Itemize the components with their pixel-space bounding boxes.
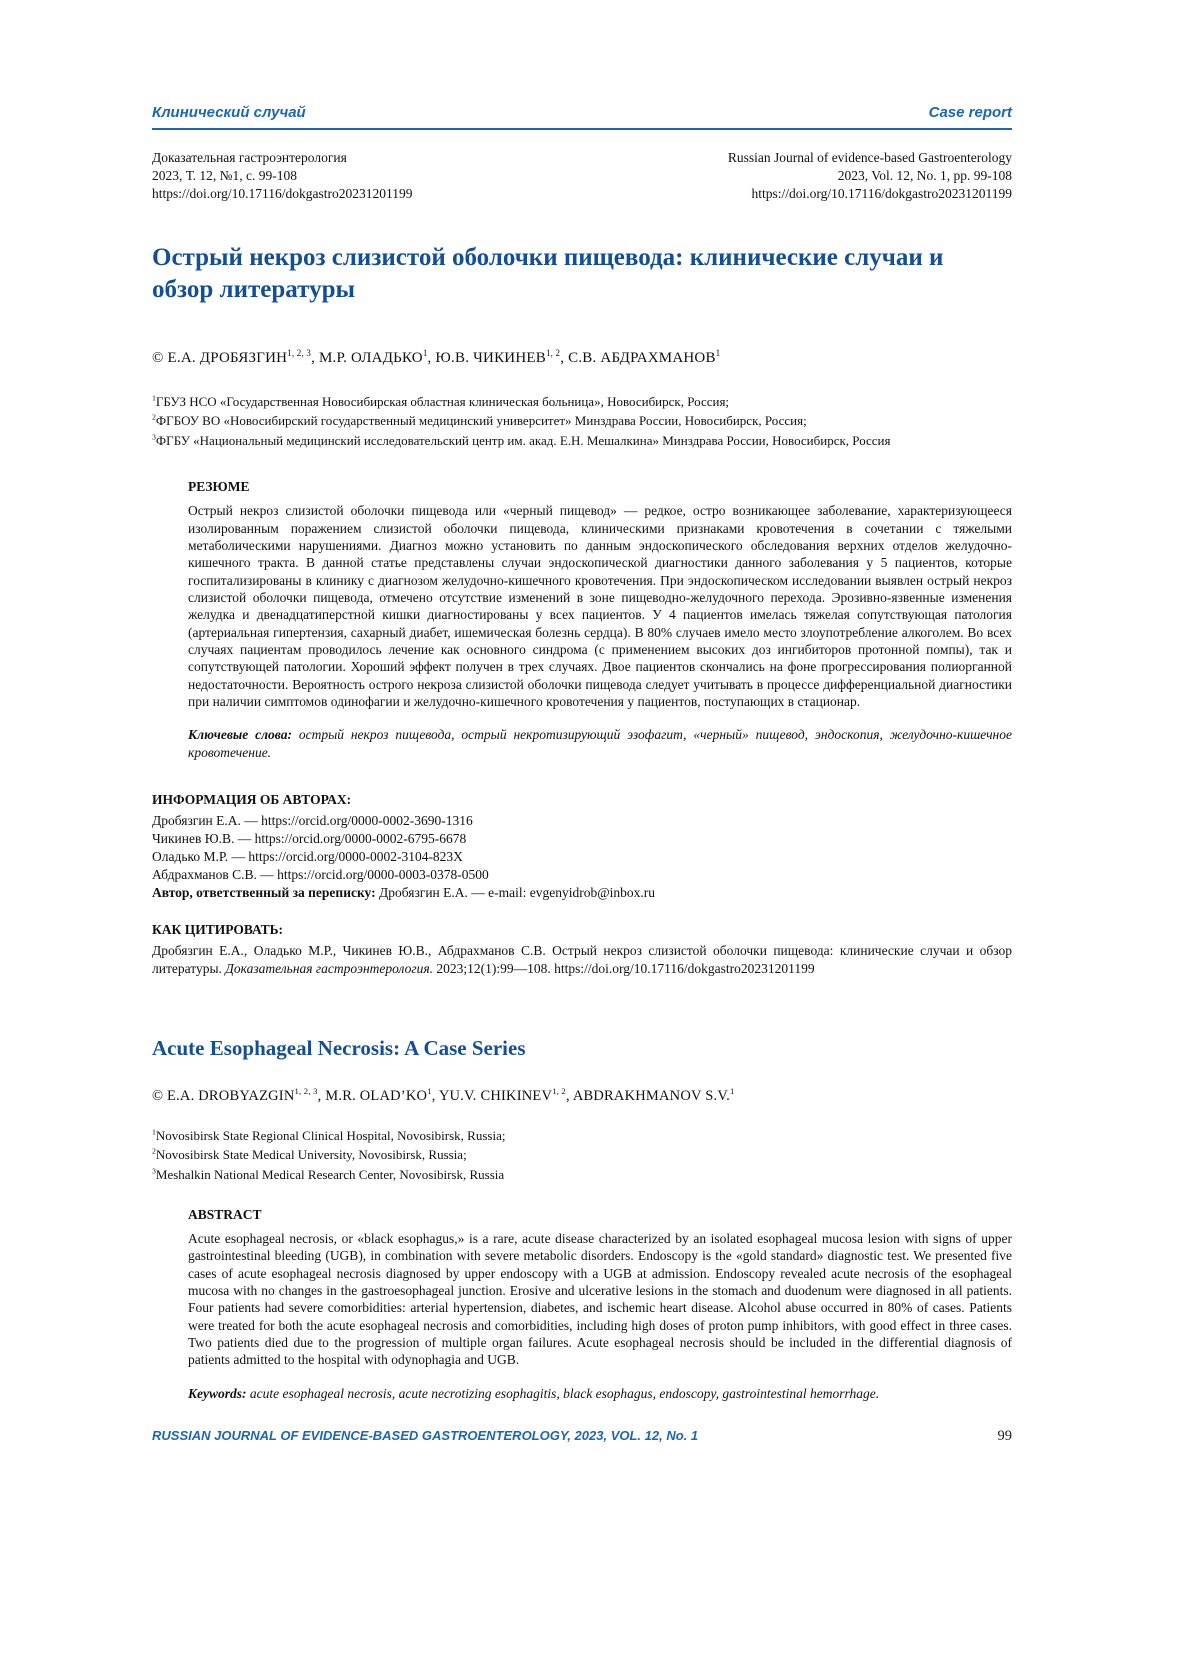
abstract-en-section [152, 1207, 1012, 1402]
keywords-ru-label: Ключевые слова: [188, 727, 292, 743]
affiliation-text: Novosibirsk State Medical University, Novosibirsk, Russia; [155, 1147, 467, 1163]
author-affiliation-marks: 1 [422, 347, 428, 358]
abstract-en-text: Acute esophageal necrosis, or «black esophagus,» is a rare, acute disease characterized by an isolated esophageal mucosa lesion with signs of upper gastrointestinal bleeding (UGB), in combination with severe metabolic disorders. Endoscopy is the «gold standard» diagnostic test. We presented five cases of acute esophageal necrosis diagnosed by upper endoscopy with a UGB at admission. Endoscopy revealed acute necrosis of the esophageal mucosa with no changes in the gastroesophageal junction. Erosive and ulcerative lesions in the stomach and duodenum were diagnosed in all patients. Four patients had severe comorbidities: arterial hypertension, diabetes, and ischemic heart disease. Alcohol abuse occurred in 80% of cases. Patients were treated for both the acute esophageal necrosis and comorbidities, including high doses of proton pump inhibitors, with good effect in three cases. Two patients died due to the progression of multiple organ failures. Acute esophageal necrosis should be included in the differential diagnosis of patients admitted to the hospital with odynophagia and UGB. [188, 1231, 1012, 1368]
affiliation-number: 3 [152, 1166, 156, 1176]
author-name: © Е.А. ДРОБЯЗГИН [152, 349, 288, 366]
affiliation-number: 3 [152, 432, 156, 442]
author-affiliation-marks: 1 [715, 347, 721, 358]
affiliation-text: Novosibirsk State Regional Clinical Hospital, Novosibirsk, Russia; [155, 1127, 506, 1143]
author-info-section [152, 791, 1012, 902]
author-info-heading: ИНФОРМАЦИЯ ОБ АВТОРАХ: [152, 791, 352, 807]
article-title-en: Acute Esophageal Necrosis: A Case Series [152, 1036, 526, 1061]
page-footer [152, 1428, 1012, 1445]
corresponding-author-label: Автор, ответственный за переписку: [152, 884, 376, 900]
journal-issue-en: 2023, Vol. 12, No. 1, pp. 99-108 [837, 167, 1012, 183]
affiliations-en [152, 1126, 1012, 1185]
journal-issue-ru: 2023, Т. 12, №1, с. 99-108 [152, 167, 298, 183]
affiliation-text: ГБУЗ НСО «Государственная Новосибирская областная клиническая больница», Новосибирск, Россия; [155, 393, 730, 409]
affiliation-text: ФГБОУ ВО «Новосибирский государственный медицинский университет» Минздрава России, Новосибирск, Россия; [155, 413, 807, 429]
keywords-en-text: acute esophageal necrosis, acute necrotizing esophagitis, black esophagus, endoscopy, gastrointestinal hemorrhage. [246, 1385, 880, 1401]
affiliation [152, 431, 1012, 451]
affiliations-ru [152, 392, 1012, 451]
header-rule [152, 128, 1012, 130]
affiliation [152, 1165, 1012, 1185]
affiliation [152, 392, 1012, 412]
author-name: , YU.V. CHIKINEV [431, 1087, 553, 1104]
authors-en [152, 1085, 1012, 1105]
keywords-ru [188, 726, 1012, 761]
abstract-ru-heading: РЕЗЮМЕ [188, 479, 250, 495]
citation-journal-name: Доказательная гастроэнтерология. [225, 961, 434, 977]
corresponding-author [152, 884, 1012, 902]
keywords-en [188, 1385, 1012, 1403]
orcid-line: Дробязгин Е.А. — https://orcid.org/0000-0002-3690-1316 [152, 812, 473, 828]
affiliation [152, 411, 1012, 431]
author-name: , M.R. OLAD’KO [317, 1087, 428, 1104]
keywords-ru-text: острый некроз пищевода, острый некротизирующий эзофагит, «черный» пищевод, эндоскопия, желудочно-кишечное кровотечение. [188, 727, 1012, 761]
orcid-line: Оладько М.Р. — https://orcid.org/0000-0002-3104-823X [152, 848, 463, 864]
journal-info-ru [152, 149, 413, 203]
running-head-en: Case report [928, 104, 1012, 121]
abstract-ru-section [152, 479, 1012, 761]
journal-doi-en: https://doi.org/10.17116/dokgastro20231201199 [751, 185, 1012, 201]
abstract-ru-text: Острый некроз слизистой оболочки пищевода или «черный пищевод» — редкое, остро возникающее заболевание, характеризующееся изолированным поражением слизистой оболочки пищевода, клиническими признаками кровотечения в сочетании с тяжелыми метаболическими нарушениями. Диагноз можно установить по данным эндоскопического обследования верхних отделов желудочно-кишечного тракта. В данной статье представлены случаи эндоскопической диагностики данного заболевания у 5 пациентов, которые госпитализированы в клинику с диагнозом желудочно-кишечного кровотечения. При эндоскопическом исследовании выявлен острый некроз слизистой оболочки пищевода, отмечено отсутствие изменений в зоне пищеводно-желудочного перехода. Эрозивно-язвенные изменения желудка и двенадцатиперстной кишки диагностированы у всех пациентов. У 4 пациентов имелась тяжелая сопутствующая патология (артериальная гипертензия, сахарный диабет, ишемическая болезнь сердца). В 80% случаев имело место злоупотребление алкоголем. Во всех случаях пациентам проводилось лечение как основного синдрома (с применением высоких доз ингибиторов протонной помпы), так и сопутствующей патологии. Хороший эффект получен в трех случаях. Двое пациентов скончались на фоне прогрессирования полиорганной недостаточности. Вероятность острого некроза слизистой оболочки пищевода следует учитывать в процессе дифференциальной диагностики при наличии симптомов одинофагии и желудочно-кишечного кровотечения у пациентов, поступающих в стационар. [188, 503, 1012, 710]
author-affiliation-marks: 1, 2 [545, 347, 561, 358]
affiliation-text: ФГБУ «Национальный медицинский исследовательский центр им. акад. Е.Н. Мешалкина» Минздрава России, Новосибирск, Россия [155, 432, 891, 448]
affiliation-number: 1 [152, 1127, 156, 1137]
author-name: , Ю.В. ЧИКИНЕВ [427, 349, 546, 366]
author-name: , М.Р. ОЛАДЬКО [311, 349, 423, 366]
journal-doi-ru: https://doi.org/10.17116/dokgastro20231201199 [152, 185, 413, 201]
journal-info [152, 149, 1012, 203]
journal-name-en: Russian Journal of evidence-based Gastroenterology [727, 150, 1012, 165]
citation-issue-doi: 2023;12(1):99—108. https://doi.org/10.17116/dokgastro20231201199 [433, 961, 815, 977]
author-affiliation-marks: 1, 2, 3 [294, 1085, 318, 1096]
orcid-line: Абдрахманов С.В. — https://orcid.org/0000-0003-0378-0500 [152, 866, 489, 882]
affiliation-number: 1 [152, 393, 156, 403]
author-name: , С.В. АБДРАХМАНОВ [560, 349, 716, 366]
affiliation-text: Meshalkin National Medical Research Center, Novosibirsk, Russia [155, 1166, 505, 1182]
article-title-ru: Острый некроз слизистой оболочки пищевода: клинические случаи и обзор литературы [152, 243, 944, 304]
page-number: 99 [997, 1428, 1012, 1444]
citation-text [152, 942, 1012, 978]
author-affiliation-marks: 1 [729, 1085, 735, 1096]
author-name: , ABDRAKHMANOV S.V. [565, 1087, 730, 1104]
abstract-en-heading: ABSTRACT [188, 1207, 262, 1223]
author-affiliation-marks: 1 [427, 1085, 432, 1096]
keywords-en-label: Keywords: [188, 1385, 247, 1401]
affiliation [152, 1145, 1012, 1165]
affiliation-number: 2 [152, 413, 156, 423]
running-head [152, 104, 1012, 121]
orcid-line: Чикинев Ю.В. — https://orcid.org/0000-0002-6795-6678 [152, 830, 467, 846]
citation-authors-title: Дробязгин Е.А., Оладько М.Р., Чикинев Ю.В., Абдрахманов С.В. Острый некроз слизистой оболочки пищевода: клинические случаи и обзор литературы. [152, 943, 1012, 977]
affiliation [152, 1126, 1012, 1146]
citation-section [152, 921, 1012, 978]
author-affiliation-marks: 1, 2, 3 [287, 347, 312, 358]
author-name: © E.A. DROBYAZGIN [152, 1087, 295, 1104]
corresponding-author-text: Дробязгин Е.А. — e-mail: evgenyidrob@inbox.ru [375, 884, 656, 900]
author-affiliation-marks: 1, 2 [552, 1085, 566, 1096]
affiliation-number: 2 [152, 1146, 156, 1156]
authors-ru [152, 347, 1012, 367]
journal-info-en [728, 149, 1012, 203]
citation-heading: КАК ЦИТИРОВАТЬ: [152, 922, 284, 938]
running-head-ru: Клинический случай [152, 104, 306, 121]
footer-journal-title: RUSSIAN JOURNAL OF EVIDENCE-BASED GASTROENTEROLOGY, 2023, VOL. 12, No. 1 [152, 1428, 699, 1443]
journal-name-ru: Доказательная гастроэнтерология [152, 150, 347, 165]
